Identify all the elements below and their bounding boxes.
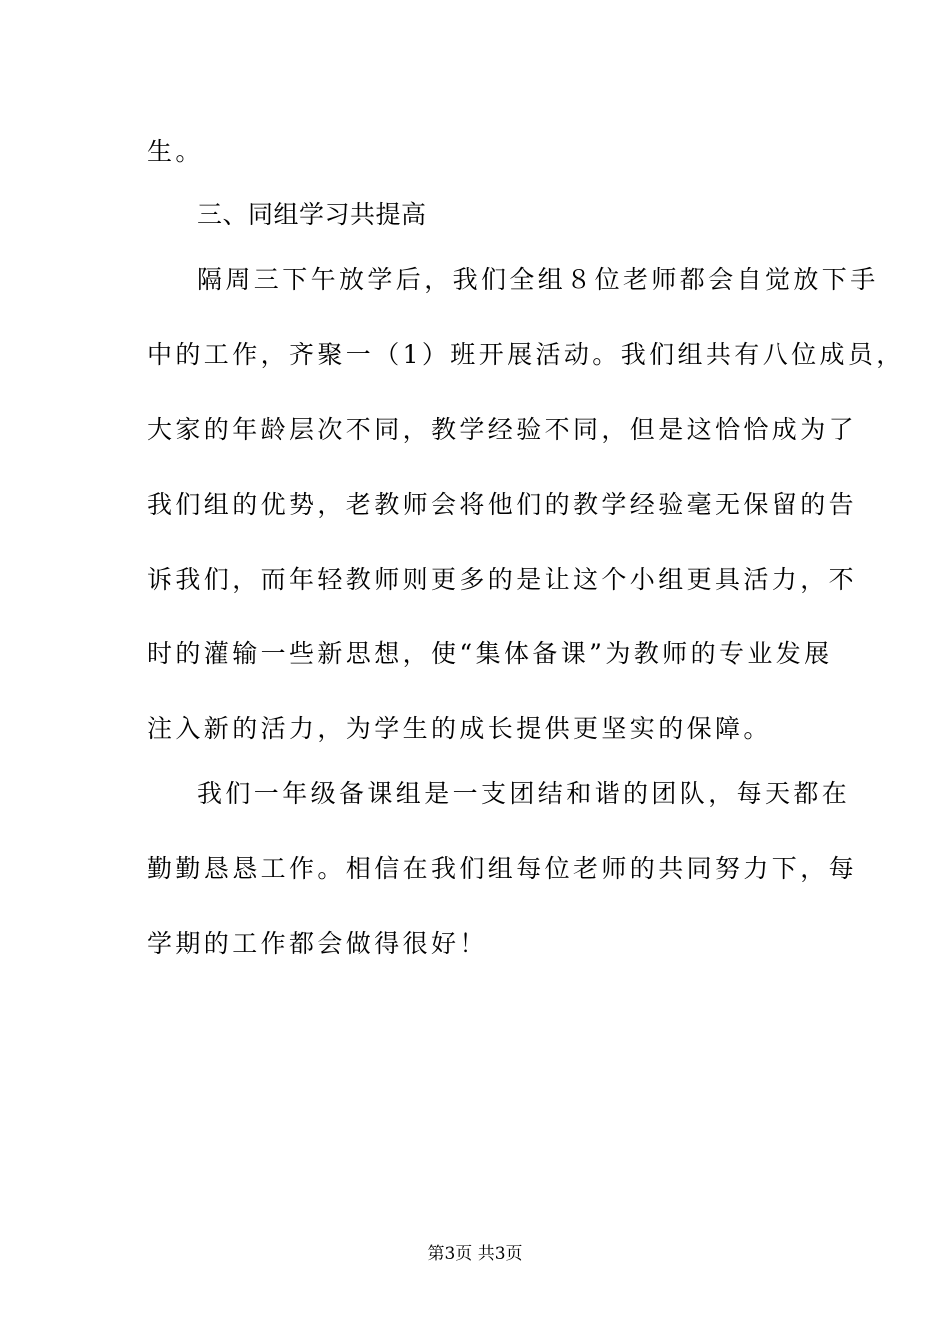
paragraph-line: 时的灌输一些新思想，使“集体备课”为教师的专业发展 (147, 639, 833, 668)
paragraph-line: 诉我们，而年轻教师则更多的是让这个小组更具活力，不 (147, 565, 858, 594)
paragraph-line: 注入新的活力，为学生的成长提供更坚实的保障。 (147, 714, 772, 743)
paragraph-line: 学期的工作都会做得很好！ (147, 929, 488, 958)
continuation-line: 生。 (147, 137, 204, 166)
paragraph-line: 我们一年级备课组是一支团结和谐的团队，每天都在 (197, 779, 851, 808)
paragraph-line: 大家的年龄层次不同，教学经验不同，但是这恰恰成为了 (147, 415, 858, 444)
paragraph-line: 勤勤恳恳工作。相信在我们组每位老师的共同努力下，每 (147, 854, 858, 883)
paragraph-line: 中的工作，齐聚一（1）班开展活动。我们组共有八位成员， (147, 340, 905, 369)
section-heading: 三、同组学习共提高 (197, 200, 427, 229)
paragraph-line: 隔周三下午放学后，我们全组８位老师都会自觉放下手 (197, 265, 879, 294)
paragraph-line: 我们组的优势，老教师会将他们的教学经验毫无保留的告 (147, 490, 858, 519)
page-footer: 第3页 共3页 (427, 1244, 523, 1264)
